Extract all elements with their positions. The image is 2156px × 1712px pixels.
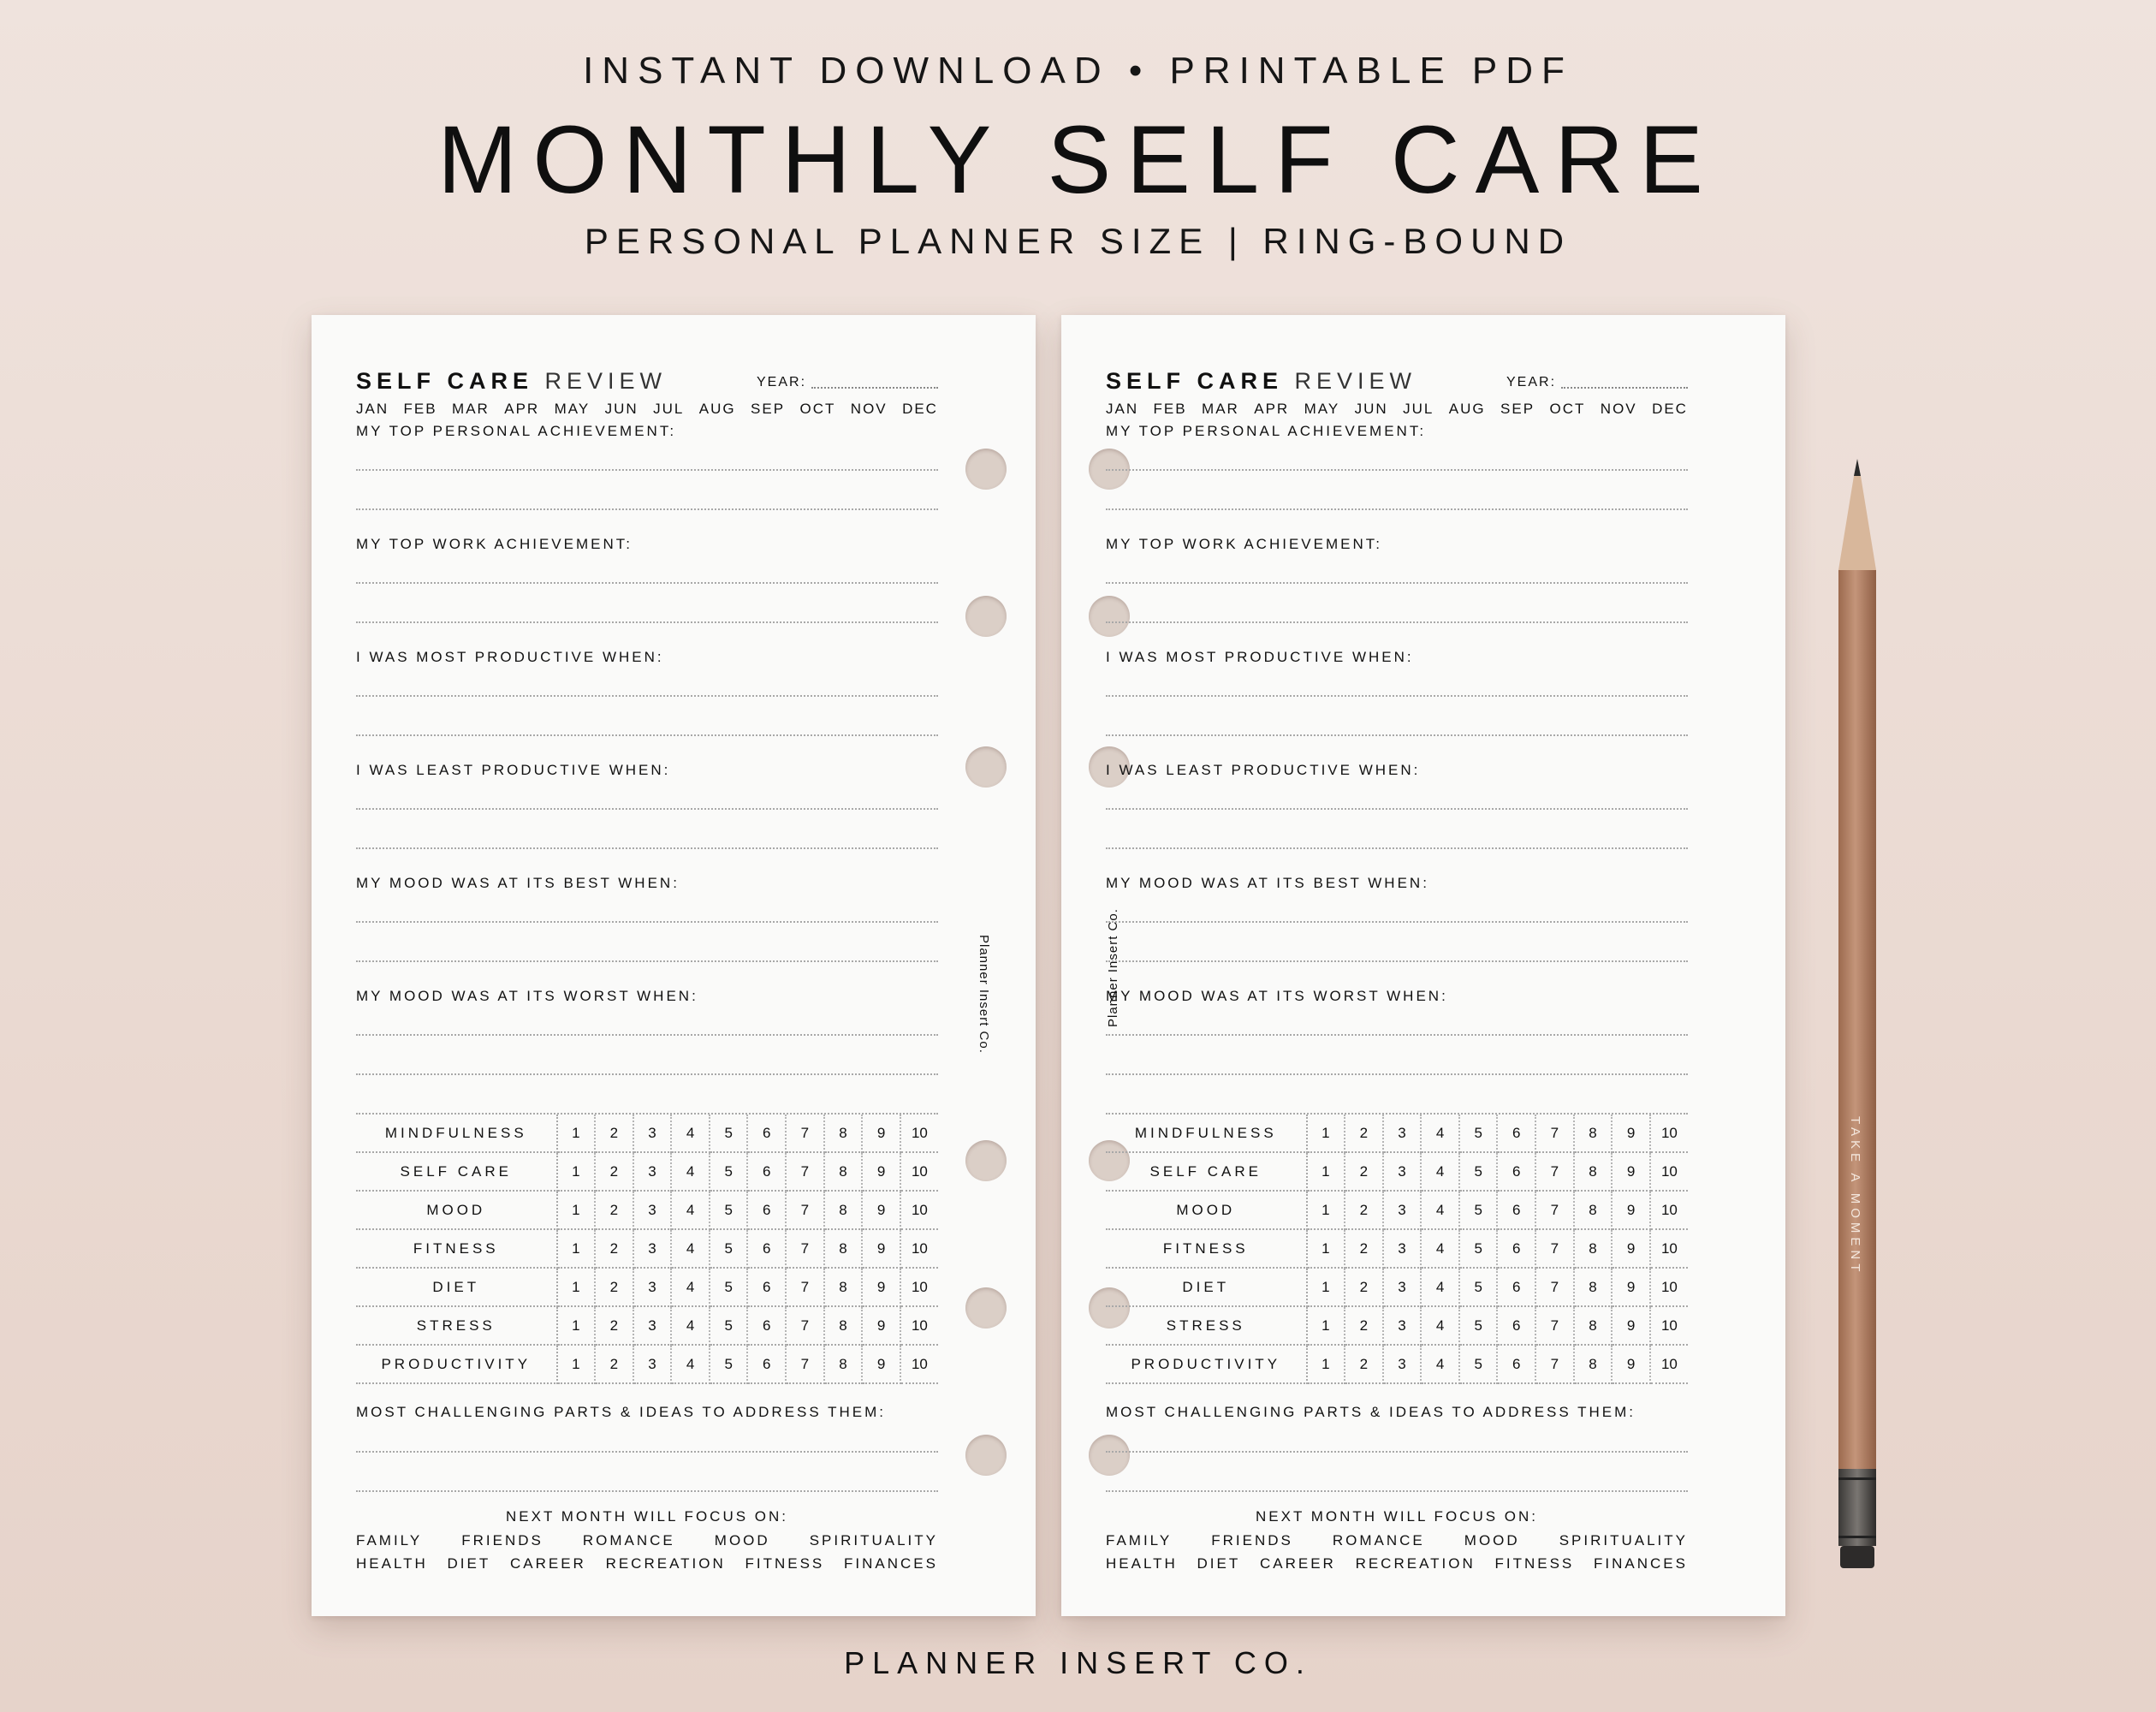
rating-option[interactable]: 7 [1535, 1115, 1574, 1152]
focus-option[interactable]: CAREER [509, 1555, 586, 1572]
rating-option[interactable]: 3 [1383, 1229, 1422, 1268]
month-option[interactable]: MAY [554, 401, 591, 417]
focus-option[interactable]: FRIENDS [461, 1532, 543, 1549]
month-option[interactable]: DEC [1652, 401, 1688, 417]
write-line[interactable] [356, 695, 938, 697]
month-row [356, 401, 938, 418]
pencil-text: TAKE A MOMENT [1848, 1116, 1862, 1276]
rating-option[interactable]: 5 [710, 1115, 748, 1152]
binder-hole [965, 596, 1007, 637]
write-line[interactable] [356, 847, 938, 849]
rating-option[interactable]: 5 [1459, 1306, 1498, 1345]
rating-option[interactable]: 1 [557, 1229, 596, 1268]
prompt-label: MY MOOD WAS AT ITS BEST WHEN: [356, 875, 680, 891]
binder-hole [965, 1287, 1007, 1329]
rating-option[interactable]: 7 [1535, 1306, 1574, 1345]
rating-option[interactable]: 10 [900, 1345, 938, 1383]
rating-option[interactable]: 8 [1574, 1268, 1613, 1306]
rating-option[interactable]: 4 [1421, 1345, 1459, 1383]
rating-option[interactable]: 2 [595, 1115, 633, 1152]
write-line[interactable] [356, 1073, 938, 1075]
write-line[interactable] [1106, 1451, 1688, 1453]
focus-option[interactable]: FITNESS [1494, 1555, 1575, 1572]
binder-hole [1089, 1435, 1130, 1476]
rating-option[interactable]: 1 [557, 1115, 596, 1152]
prompt-label: I WAS MOST PRODUCTIVE WHEN: [356, 649, 664, 665]
month-option[interactable]: OCT [799, 401, 836, 417]
rating-option[interactable]: 9 [1612, 1345, 1650, 1383]
rating-row [1106, 1229, 1688, 1268]
year-field-line[interactable] [1561, 387, 1688, 389]
rating-option[interactable]: 7 [786, 1268, 824, 1306]
rating-row [356, 1306, 938, 1345]
rating-option[interactable]: 6 [747, 1191, 786, 1229]
rating-category: SELF CARE [1106, 1152, 1307, 1191]
rating-option[interactable]: 7 [1535, 1152, 1574, 1191]
footer-brand: PLANNER INSERT CO. [844, 1645, 1312, 1680]
rating-option[interactable]: 9 [1612, 1229, 1650, 1268]
challenges-label: MOST CHALLENGING PARTS & IDEAS TO ADDRESS THEM: [1106, 1404, 1636, 1420]
rating-option[interactable]: 1 [557, 1152, 596, 1191]
rating-option[interactable]: 3 [1383, 1306, 1422, 1345]
month-option[interactable]: MAY [1304, 401, 1340, 417]
rating-option[interactable]: 8 [1574, 1229, 1613, 1268]
rating-option[interactable]: 6 [1497, 1345, 1535, 1383]
month-option[interactable]: APR [1254, 401, 1290, 417]
rating-option[interactable]: 4 [1421, 1268, 1459, 1306]
write-line[interactable] [356, 960, 938, 962]
rating-option[interactable]: 4 [671, 1306, 710, 1345]
focus-option[interactable]: MOOD [714, 1532, 770, 1549]
rating-option[interactable]: 6 [1497, 1152, 1535, 1191]
prompt-label: I WAS LEAST PRODUCTIVE WHEN: [1106, 762, 1421, 778]
rating-option[interactable]: 9 [1612, 1152, 1650, 1191]
month-option[interactable]: JUL [1403, 401, 1434, 417]
write-line[interactable] [1106, 808, 1688, 810]
rating-option[interactable]: 2 [1345, 1268, 1383, 1306]
rating-option[interactable]: 2 [1345, 1229, 1383, 1268]
rating-option[interactable]: 4 [671, 1191, 710, 1229]
rating-option[interactable]: 7 [786, 1229, 824, 1268]
rating-category: DIET [1106, 1268, 1307, 1306]
planner-page-left [312, 315, 1036, 1616]
rating-option[interactable]: 6 [1497, 1191, 1535, 1229]
focus-option[interactable]: DIET [1197, 1555, 1241, 1572]
write-line[interactable] [1106, 508, 1688, 510]
rating-option[interactable]: 3 [633, 1229, 672, 1268]
focus-option[interactable]: FINANCES [1594, 1555, 1688, 1572]
prompt-label: I WAS LEAST PRODUCTIVE WHEN: [356, 762, 671, 778]
rating-option[interactable]: 4 [1421, 1191, 1459, 1229]
month-option[interactable]: JUL [653, 401, 685, 417]
rating-option[interactable]: 10 [900, 1229, 938, 1268]
rating-option[interactable]: 7 [786, 1191, 824, 1229]
rating-option[interactable]: 10 [900, 1191, 938, 1229]
challenges-label: MOST CHALLENGING PARTS & IDEAS TO ADDRESS THEM: [356, 1404, 887, 1420]
planner-page-right [1061, 315, 1785, 1616]
focus-option[interactable]: DIET [447, 1555, 491, 1572]
rating-option[interactable]: 4 [671, 1229, 710, 1268]
prompt-label: MY TOP WORK ACHIEVEMENT: [1106, 536, 1382, 552]
rating-row [356, 1191, 938, 1229]
rating-row [356, 1268, 938, 1306]
rating-option[interactable]: 3 [1383, 1191, 1422, 1229]
month-option[interactable]: JUN [1354, 401, 1388, 417]
binder-hole [965, 449, 1007, 490]
prompt-label: MY MOOD WAS AT ITS WORST WHEN: [1106, 988, 1448, 1004]
month-option[interactable]: SEP [751, 401, 786, 417]
focus-option[interactable]: HEALTH [356, 1555, 428, 1572]
rating-option[interactable]: 1 [557, 1191, 596, 1229]
rating-option[interactable]: 2 [1345, 1152, 1383, 1191]
rating-option[interactable]: 8 [824, 1191, 863, 1229]
rating-row [1106, 1191, 1688, 1229]
rating-option[interactable]: 5 [1459, 1268, 1498, 1306]
rating-category: DIET [356, 1268, 557, 1306]
write-line[interactable] [1106, 1034, 1688, 1036]
rating-option[interactable]: 4 [1421, 1229, 1459, 1268]
page-title: MONTHLY SELF CARE [437, 106, 1719, 213]
rating-option[interactable]: 6 [747, 1268, 786, 1306]
rating-category: PRODUCTIVITY [356, 1345, 557, 1383]
write-line[interactable] [1106, 582, 1688, 584]
year-field-line[interactable] [811, 387, 938, 389]
pencil-icon [1835, 459, 1880, 1572]
header-subtitle: INSTANT DOWNLOAD • PRINTABLE PDF [583, 50, 1573, 92]
write-line[interactable] [356, 508, 938, 510]
rating-option[interactable]: 3 [633, 1306, 672, 1345]
rating-option[interactable]: 2 [1345, 1115, 1383, 1152]
rating-option[interactable]: 4 [1421, 1152, 1459, 1191]
month-row [1106, 401, 1688, 418]
rating-category: MINDFULNESS [1106, 1115, 1307, 1152]
rating-option[interactable]: 4 [1421, 1306, 1459, 1345]
binder-hole [1089, 596, 1130, 637]
year-label: YEAR: [1506, 375, 1557, 389]
rating-option[interactable]: 10 [900, 1152, 938, 1191]
rating-option[interactable]: 7 [786, 1115, 824, 1152]
month-option[interactable]: JAN [1106, 401, 1139, 417]
rating-option[interactable]: 2 [595, 1191, 633, 1229]
rating-option[interactable]: 2 [595, 1229, 633, 1268]
focus-option[interactable]: FITNESS [745, 1555, 825, 1572]
focus-option[interactable]: ROMANCE [1332, 1532, 1425, 1549]
prompt-label: MY TOP PERSONAL ACHIEVEMENT: [356, 423, 677, 439]
rating-option[interactable]: 5 [710, 1345, 748, 1383]
month-option[interactable]: MAR [452, 401, 490, 417]
rating-option[interactable]: 5 [710, 1152, 748, 1191]
month-option[interactable]: SEP [1500, 401, 1535, 417]
focus-option[interactable]: FAMILY [1106, 1532, 1173, 1549]
rating-option[interactable]: 3 [633, 1152, 672, 1191]
rating-option[interactable]: 5 [710, 1191, 748, 1229]
rating-category: FITNESS [356, 1229, 557, 1268]
rating-option[interactable]: 9 [862, 1268, 900, 1306]
rating-option[interactable]: 4 [671, 1115, 710, 1152]
rating-option[interactable]: 2 [595, 1152, 633, 1191]
rating-option[interactable]: 6 [747, 1229, 786, 1268]
rating-option[interactable]: 10 [1650, 1345, 1688, 1383]
write-line[interactable] [1106, 469, 1688, 471]
write-line[interactable] [1106, 960, 1688, 962]
rating-option[interactable]: 6 [1497, 1115, 1535, 1152]
focus-option[interactable]: FRIENDS [1211, 1532, 1293, 1549]
rating-option[interactable]: 8 [1574, 1306, 1613, 1345]
ratings-table [356, 1115, 938, 1384]
rating-option[interactable]: 1 [1307, 1229, 1345, 1268]
rating-option[interactable]: 3 [1383, 1268, 1422, 1306]
month-option[interactable]: DEC [902, 401, 938, 417]
rating-option[interactable]: 8 [1574, 1345, 1613, 1383]
rating-option[interactable]: 8 [824, 1306, 863, 1345]
rating-option[interactable]: 9 [862, 1229, 900, 1268]
rating-option[interactable]: 3 [1383, 1152, 1422, 1191]
focus-option[interactable]: SPIRITUALITY [809, 1532, 938, 1549]
focus-option[interactable]: CAREER [1259, 1555, 1336, 1572]
rating-option[interactable]: 10 [1650, 1191, 1688, 1229]
write-line[interactable] [356, 921, 938, 923]
rating-option[interactable]: 7 [786, 1152, 824, 1191]
rating-category: PRODUCTIVITY [1106, 1345, 1307, 1383]
rating-option[interactable]: 6 [747, 1306, 786, 1345]
rating-category: MINDFULNESS [356, 1115, 557, 1152]
focus-option[interactable]: FAMILY [356, 1532, 423, 1549]
write-line[interactable] [1106, 695, 1688, 697]
rating-option[interactable]: 3 [633, 1345, 672, 1383]
rating-option[interactable]: 8 [824, 1152, 863, 1191]
focus-option[interactable]: FINANCES [844, 1555, 938, 1572]
rating-option[interactable]: 9 [862, 1191, 900, 1229]
rating-option[interactable]: 1 [557, 1306, 596, 1345]
focus-title: NEXT MONTH WILL FOCUS ON: [505, 1508, 789, 1525]
rating-option[interactable]: 5 [710, 1229, 748, 1268]
write-line[interactable] [1106, 734, 1688, 736]
rating-option[interactable]: 6 [1497, 1268, 1535, 1306]
binder-hole [965, 1140, 1007, 1181]
rating-category: MOOD [356, 1191, 557, 1229]
focus-option[interactable]: RECREATION [1355, 1555, 1476, 1572]
rating-option[interactable]: 2 [595, 1268, 633, 1306]
month-option[interactable]: AUG [698, 401, 736, 417]
write-line[interactable] [356, 1034, 938, 1036]
focus-row-2 [1106, 1555, 1688, 1572]
rating-option[interactable]: 1 [1307, 1345, 1345, 1383]
focus-option[interactable]: RECREATION [605, 1555, 726, 1572]
focus-option[interactable]: ROMANCE [582, 1532, 675, 1549]
rating-option[interactable]: 10 [1650, 1268, 1688, 1306]
rating-row [1106, 1306, 1688, 1345]
rating-option[interactable]: 7 [1535, 1345, 1574, 1383]
write-line[interactable] [1106, 1073, 1688, 1075]
write-line[interactable] [1106, 921, 1688, 923]
prompt-label: MY TOP PERSONAL ACHIEVEMENT: [1106, 423, 1427, 439]
rating-option[interactable]: 10 [1650, 1115, 1688, 1152]
rating-option[interactable]: 6 [747, 1345, 786, 1383]
focus-option[interactable]: HEALTH [1106, 1555, 1178, 1572]
vertical-brand: Planner Insert Co. [1106, 908, 1120, 1027]
rating-row [1106, 1152, 1688, 1191]
rating-option[interactable]: 10 [1650, 1306, 1688, 1345]
write-line[interactable] [356, 1490, 938, 1492]
rating-option[interactable]: 9 [1612, 1306, 1650, 1345]
rating-option[interactable]: 7 [786, 1306, 824, 1345]
rating-category: SELF CARE [356, 1152, 557, 1191]
rating-option[interactable]: 10 [1650, 1229, 1688, 1268]
rating-category: MOOD [1106, 1191, 1307, 1229]
rating-category: STRESS [1106, 1306, 1307, 1345]
insert-title: SELF CARE REVIEW [1106, 368, 1417, 394]
month-option[interactable]: NOV [850, 401, 888, 417]
rating-option[interactable]: 6 [747, 1115, 786, 1152]
rating-option[interactable]: 2 [595, 1306, 633, 1345]
rating-option[interactable]: 3 [633, 1191, 672, 1229]
rating-option[interactable]: 7 [1535, 1191, 1574, 1229]
month-option[interactable]: OCT [1549, 401, 1586, 417]
vertical-brand: Planner Insert Co. [977, 935, 991, 1054]
rating-option[interactable]: 4 [671, 1152, 710, 1191]
rating-option[interactable]: 8 [1574, 1115, 1613, 1152]
month-option[interactable]: AUG [1448, 401, 1486, 417]
rating-row [1106, 1345, 1688, 1383]
month-option[interactable]: JAN [356, 401, 389, 417]
rating-row [1106, 1268, 1688, 1306]
rating-option[interactable]: 1 [557, 1345, 596, 1383]
rating-option[interactable]: 8 [1574, 1152, 1613, 1191]
month-option[interactable]: NOV [1600, 401, 1637, 417]
prompt-label: MY TOP WORK ACHIEVEMENT: [356, 536, 633, 552]
rating-option[interactable]: 8 [824, 1268, 863, 1306]
rating-option[interactable]: 10 [900, 1115, 938, 1152]
rating-option[interactable]: 9 [1612, 1115, 1650, 1152]
rating-option[interactable]: 6 [1497, 1229, 1535, 1268]
rating-option[interactable]: 4 [1421, 1115, 1459, 1152]
rating-option[interactable]: 2 [1345, 1306, 1383, 1345]
focus-option[interactable]: MOOD [1464, 1532, 1520, 1549]
rating-option[interactable]: 5 [1459, 1115, 1498, 1152]
rating-option[interactable]: 8 [824, 1345, 863, 1383]
rating-option[interactable]: 3 [1383, 1115, 1422, 1152]
rating-option[interactable]: 7 [1535, 1229, 1574, 1268]
binder-hole [965, 1435, 1007, 1476]
rating-option[interactable]: 2 [595, 1345, 633, 1383]
rating-option[interactable]: 9 [1612, 1191, 1650, 1229]
rating-option[interactable]: 1 [1307, 1115, 1345, 1152]
rating-row [1106, 1115, 1688, 1152]
rating-option[interactable]: 3 [633, 1115, 672, 1152]
rating-option[interactable]: 8 [824, 1115, 863, 1152]
rating-option[interactable]: 5 [710, 1306, 748, 1345]
rating-row [356, 1115, 938, 1152]
rating-option[interactable]: 4 [671, 1268, 710, 1306]
rating-option[interactable]: 1 [1307, 1191, 1345, 1229]
rating-option[interactable]: 9 [862, 1306, 900, 1345]
month-option[interactable]: JUN [604, 401, 638, 417]
rating-option[interactable]: 2 [1345, 1345, 1383, 1383]
insert-title: SELF CARE REVIEW [356, 368, 668, 394]
rating-row [356, 1152, 938, 1191]
rating-option[interactable]: 10 [900, 1268, 938, 1306]
rating-option[interactable]: 5 [710, 1268, 748, 1306]
rating-option[interactable]: 6 [747, 1152, 786, 1191]
year-label: YEAR: [757, 375, 807, 389]
rating-option[interactable]: 3 [1383, 1345, 1422, 1383]
rating-option[interactable]: 2 [1345, 1191, 1383, 1229]
focus-row-1 [1106, 1532, 1688, 1549]
rating-option[interactable]: 10 [900, 1306, 938, 1345]
rating-option[interactable]: 5 [1459, 1229, 1498, 1268]
write-line[interactable] [356, 621, 938, 623]
write-line[interactable] [356, 1451, 938, 1453]
rating-option[interactable]: 5 [1459, 1152, 1498, 1191]
ratings-table [1106, 1115, 1688, 1384]
focus-title: NEXT MONTH WILL FOCUS ON: [1255, 1508, 1539, 1525]
rating-option[interactable]: 10 [1650, 1152, 1688, 1191]
rating-row [356, 1345, 938, 1383]
rating-option[interactable]: 9 [862, 1115, 900, 1152]
rating-option[interactable]: 8 [824, 1229, 863, 1268]
rating-option[interactable]: 5 [1459, 1345, 1498, 1383]
write-line[interactable] [1106, 1490, 1688, 1492]
rating-option[interactable]: 9 [1612, 1268, 1650, 1306]
focus-row-1 [356, 1532, 938, 1549]
rating-option[interactable]: 7 [1535, 1268, 1574, 1306]
write-line[interactable] [1106, 847, 1688, 849]
focus-option[interactable]: SPIRITUALITY [1559, 1532, 1688, 1549]
rating-option[interactable]: 1 [1307, 1152, 1345, 1191]
prompt-label: MY MOOD WAS AT ITS BEST WHEN: [1106, 875, 1429, 891]
write-line[interactable] [356, 582, 938, 584]
rating-option[interactable]: 8 [1574, 1191, 1613, 1229]
rating-row [356, 1229, 938, 1268]
month-option[interactable]: APR [504, 401, 540, 417]
rating-option[interactable]: 9 [862, 1345, 900, 1383]
rating-option[interactable]: 1 [1307, 1306, 1345, 1345]
month-option[interactable]: MAR [1202, 401, 1239, 417]
rating-option[interactable]: 7 [786, 1345, 824, 1383]
rating-option[interactable]: 4 [671, 1345, 710, 1383]
focus-row-2 [356, 1555, 938, 1572]
month-option[interactable]: FEB [1153, 401, 1187, 417]
rating-option[interactable]: 9 [862, 1152, 900, 1191]
write-line[interactable] [356, 469, 938, 471]
rating-option[interactable]: 1 [557, 1268, 596, 1306]
write-line[interactable] [1106, 621, 1688, 623]
rating-option[interactable]: 1 [1307, 1268, 1345, 1306]
rating-option[interactable]: 5 [1459, 1191, 1498, 1229]
binder-hole [965, 746, 1007, 788]
header-size-info: PERSONAL PLANNER SIZE | RING-BOUND [584, 221, 1572, 261]
write-line[interactable] [356, 808, 938, 810]
month-option[interactable]: FEB [403, 401, 437, 417]
prompt-label: MY MOOD WAS AT ITS WORST WHEN: [356, 988, 698, 1004]
prompt-label: I WAS MOST PRODUCTIVE WHEN: [1106, 649, 1414, 665]
rating-category: FITNESS [1106, 1229, 1307, 1268]
rating-option[interactable]: 3 [633, 1268, 672, 1306]
rating-category: STRESS [356, 1306, 557, 1345]
write-line[interactable] [356, 734, 938, 736]
rating-option[interactable]: 6 [1497, 1306, 1535, 1345]
